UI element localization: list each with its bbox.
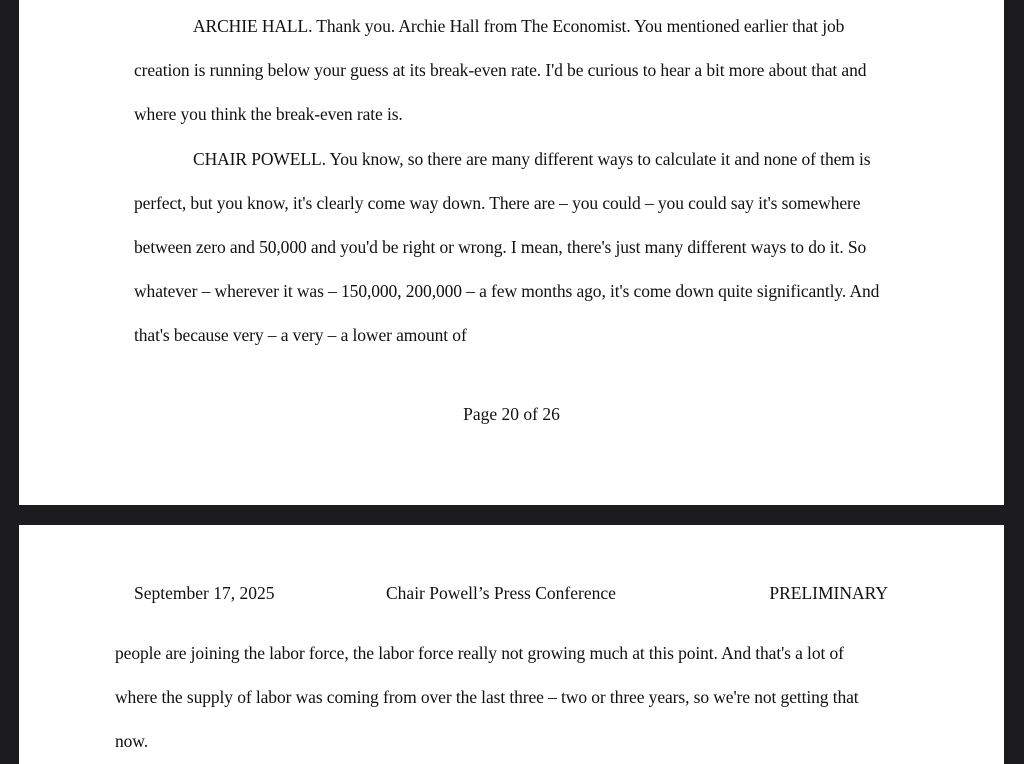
transcript-paragraph-chair-powell	[134, 137, 888, 357]
paragraph-text: ARCHIE HALL. Thank you. Archie Hall from The Economist. You mentioned earlier that job creation is running below your guess at its break-even rate. I'd be curious to hear a bit more about that and where you think the break-even rate is.	[134, 16, 867, 124]
header-title: Chair Powell’s Press Conference	[386, 583, 616, 603]
page-header	[134, 583, 888, 609]
page-number: Page 20 of 26	[463, 404, 560, 424]
transcript-paragraph-continued	[115, 631, 869, 763]
paragraph-text: people are joining the labor force, the labor force really not growing much at this point. And that's a lot of where the supply of labor was coming from over the last three – two or three years, so we're not getting that now.	[115, 643, 859, 751]
transcript-paragraph-archie-hall	[134, 4, 888, 136]
paragraph-text: CHAIR POWELL. You know, so there are many different ways to calculate it and none of them is perfect, but you know, it's clearly come way down. There are – you could – you could say it's somewhere between zero and 50,000 and you'd be right or wrong. I mean, there's just many different ways to do it. So whatever – wherever it was – 150,000, 200,000 – a few months ago, it's come down quite significantly. And that's because very – a very – a lower amount of	[134, 149, 880, 345]
header-date: September 17, 2025	[134, 583, 275, 603]
document-page-top	[19, 0, 1004, 505]
header-status: PRELIMINARY	[769, 583, 888, 603]
